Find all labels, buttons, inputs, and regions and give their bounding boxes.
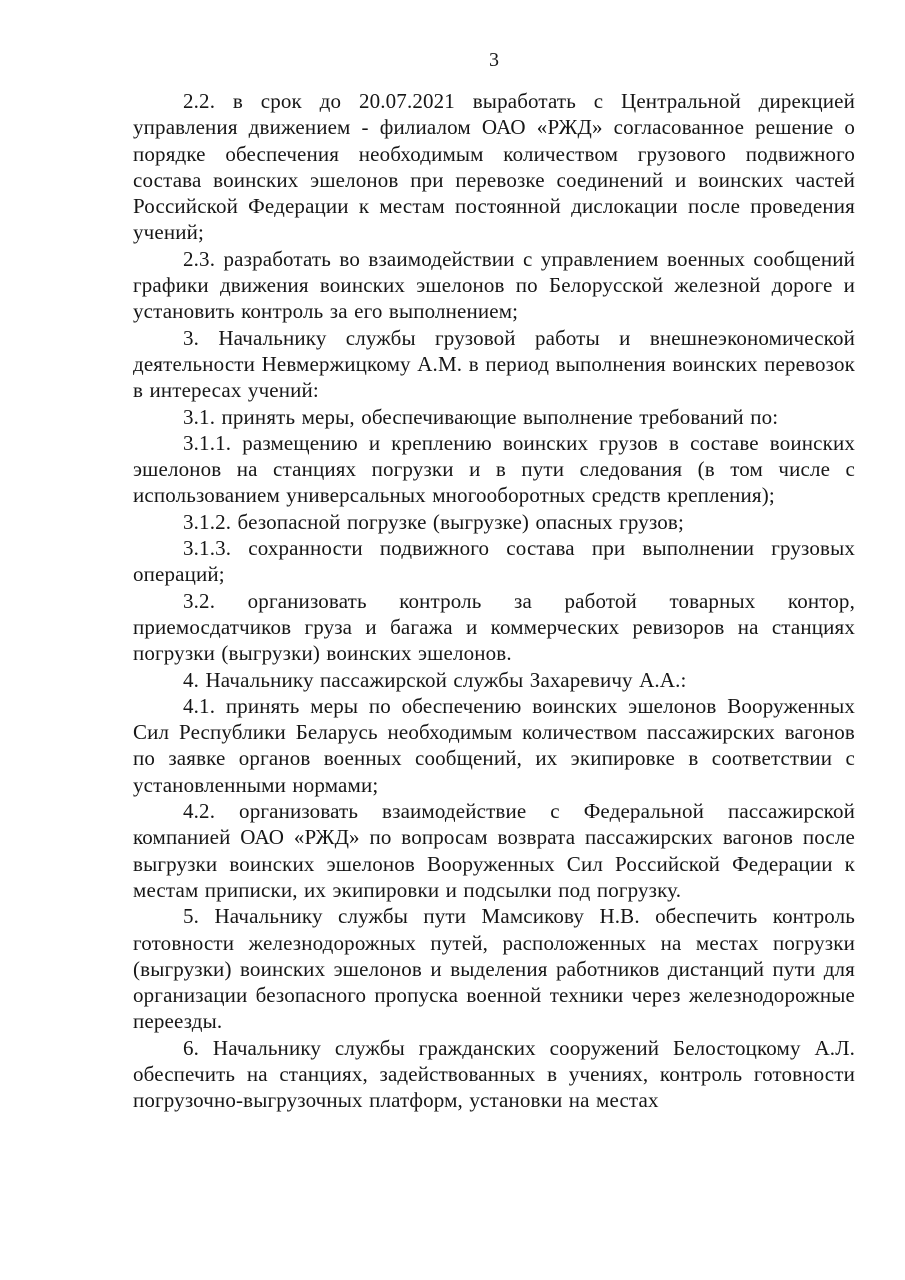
paragraph-4-2: 4.2. организовать взаимодействие с Федеральной пассажирской компанией ОАО «РЖД» по вопросам возврата пассажирских вагонов после выгрузки воинских эшелонов Вооруженных Сил Российской Федерации к местам приписки, их экипировки и подсылки под погрузку. [133, 799, 855, 902]
paragraph-3: 3. Начальнику службы грузовой работы и внешнеэкономической деятельности Невмержицкому А.М. в период выполнения воинских перевозок в интересах учений: [133, 325, 855, 403]
paragraph-4: 4. Начальнику пассажирской службы Захаревичу А.А.: [183, 667, 687, 692]
paragraph-3-2: 3.2. организовать контроль за работой товарных контор, приемосдатчиков груза и багажа и коммерческих ревизоров на станциях погрузки (выгрузки) воинских эшелонов. [133, 588, 855, 666]
paragraph-3-1-2: 3.1.2. безопасной погрузке (выгрузке) опасных грузов; [183, 509, 684, 534]
paragraph-3-1: 3.1. принять меры, обеспечивающие выполнение требований по: [183, 404, 779, 429]
paragraph-2-3: 2.3. разработать во взаимодействии с управлением военных сообщений графики движения воинских эшелонов по Белорусской железной дороге и установить контроль за его выполнением; [133, 246, 855, 324]
document-body [133, 88, 855, 1114]
paragraph-5: 5. Начальнику службы пути Мамсикову Н.В. обеспечить контроль готовности железнодорожных путей, расположенных на местах погрузки (выгрузки) воинских эшелонов и выделения работников дистанций пути для организации безопасного пропуска военной техники через железнодорожные переезды. [133, 904, 855, 1034]
paragraph-6: 6. Начальнику службы гражданских сооружений Белостоцкому А.Л. обеспечить на станциях, задействованных в учениях, контроль готовности погрузочно-выгрузочных платформ, установки на местах [133, 1035, 855, 1113]
paragraph-3-1-3: 3.1.3. сохранности подвижного состава при выполнении грузовых операций; [133, 536, 855, 587]
paragraph-2-2: 2.2. в срок до 20.07.2021 выработать с Центральной дирекцией управления движением - филиалом ОАО «РЖД» согласованное решение о порядке обеспечения необходимым количеством грузового подвижного состава воинских эшелонов при перевозке соединений и воинских частей Российской Федерации к местам постоянной дислокации после проведения учений; [133, 89, 855, 245]
paragraph-4-1: 4.1. принять меры по обеспечению воинских эшелонов Вооруженных Сил Республики Беларусь необходимым количеством пассажирских вагонов по заявке органов военных сообщений, их экипировке в соответствии с установленными нормами; [133, 693, 855, 797]
page-number: 3 [489, 49, 499, 71]
paragraph-3-1-1: 3.1.1. размещению и креплению воинских грузов в составе воинских эшелонов на станциях погрузки и в пути следования (в том числе с использованием универсальных многооборотных средств крепления); [133, 430, 855, 508]
